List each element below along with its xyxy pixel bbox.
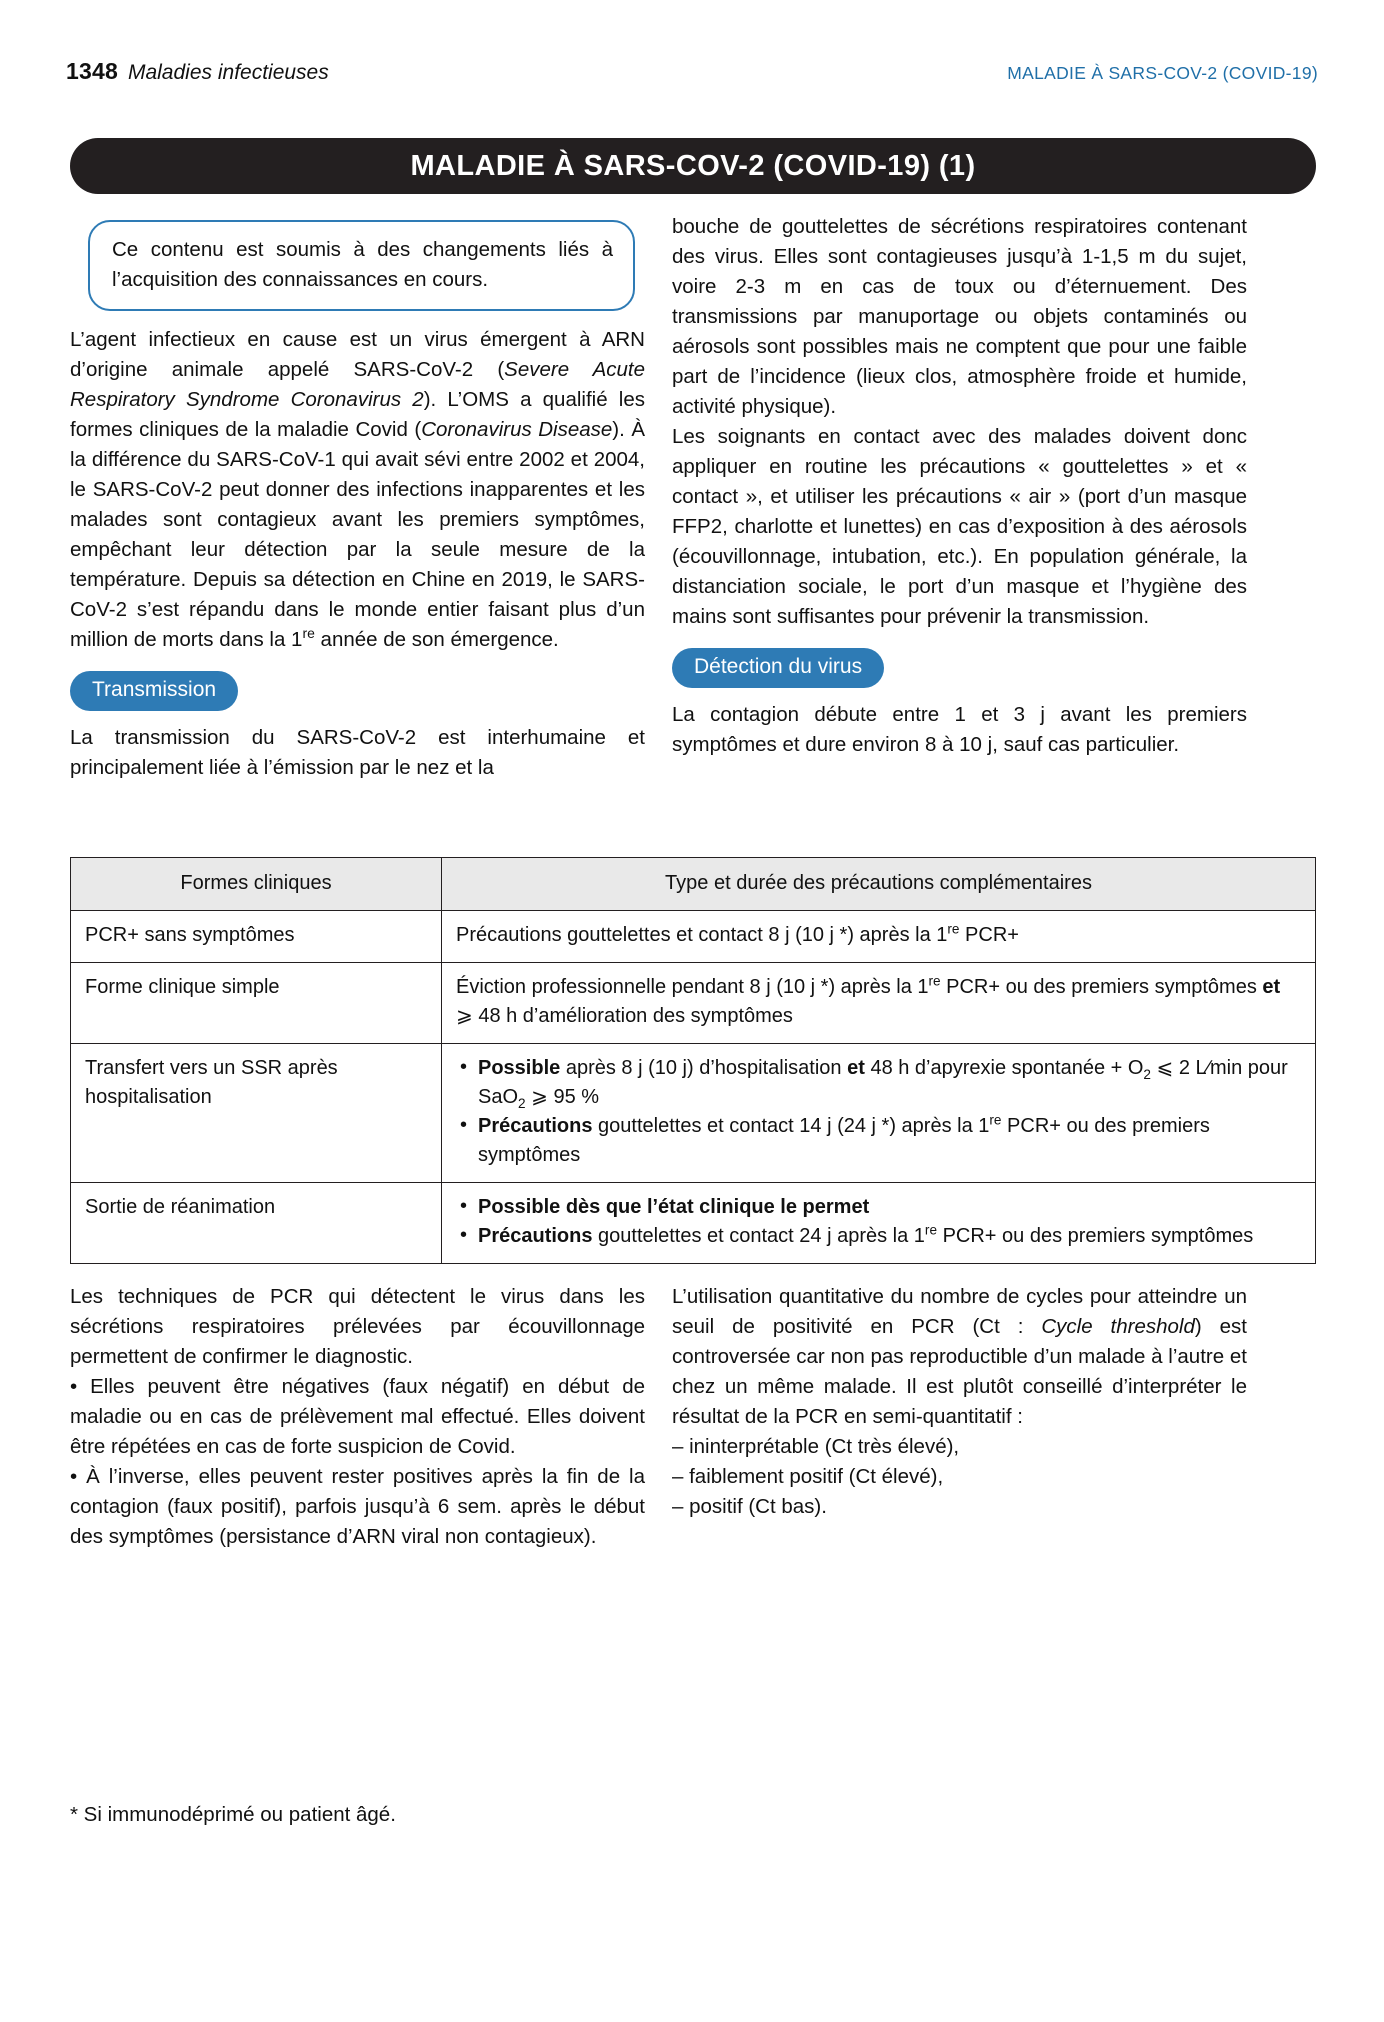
table-row: [71, 963, 1316, 1044]
right-column: [672, 212, 1247, 760]
table-row: [71, 1183, 1316, 1264]
table-header-precautions: Type et durée des précautions complémentaires: [442, 858, 1316, 911]
cell-clinical-form: PCR+ sans symptômes: [71, 911, 442, 963]
section-heading-detection: Détection du virus: [672, 648, 884, 688]
ct-interpretation-item: – ininterprétable (Ct très élevé),: [672, 1435, 960, 1458]
transmission-continued-paragraph: bouche de gouttelettes de sécrétions respiratoires contenant des virus. Elles sont contagieuses jusqu’à 1-1,5 m du sujet, voire 2-3 m en cas de toux ou d’éternuement. Des transmissions par manuportage ou objets contaminés ou aérosols sont possibles mais ne comptent que pour une faible part de l’incidence (lieux clos, atmosphère froide et humide, activité physique).: [672, 215, 1247, 418]
intro-text-a: L’agent infectieux en cause est un virus émergent à ARN d’origine animale appelé SARS-CoV-2 (: [70, 328, 645, 381]
cell-precautions: Précautions gouttelettes et contact 8 j (10 j *) après la 1re PCR+: [442, 911, 1316, 963]
pcr-false-positive-paragraph: • À l’inverse, elles peuvent rester positives après la fin de la contagion (faux positif), parfois jusqu’à 6 sem. après le début des symptômes (persistance d’ARN viral non contagieux).: [70, 1465, 646, 1548]
precaution-bullet: • Précautions gouttelettes et contact 14 j (24 j *) après la 1re PCR+ ou des premiers symptômes: [456, 1112, 1301, 1170]
caregivers-paragraph: Les soignants en contact avec des malades doivent donc appliquer en routine les précautions « gouttelettes » et « contact », et utiliser les précautions « air » (port d’un masque FFP2, charlotte et lunettes) en cas d’exposition à des aérosols (écouvillonnage, intubation, etc.). En population générale, la distanciation sociale, le port d’un masque et l’hygiène des mains sont suffisantes pour prévenir la transmission.: [672, 425, 1247, 628]
intro-superscript: re: [302, 625, 315, 642]
pcr-false-negative-paragraph: • Elles peuvent être négatives (faux négatif) en début de maladie ou en cas de prélèvement mal effectué. Elles doivent être répétées en cas de forte suspicion de Covid.: [70, 1375, 645, 1458]
section-heading-transmission: Transmission: [70, 671, 238, 711]
notice-callout-text: Ce contenu est soumis à des changements liés à l’acquisition des connaissances en cours.: [112, 238, 613, 291]
precautions-table: [70, 857, 1316, 1264]
ct-italic-term: Cycle threshold: [1041, 1315, 1195, 1338]
ct-text-a: L’utilisation quantitative du nombre de cycles pour atteindre un seuil de positivité en PCR (Ct :: [672, 1285, 1247, 1338]
precaution-bullet-list: [456, 1054, 1301, 1170]
table-row: [71, 1044, 1316, 1183]
pcr-false-positive-text: À l’inverse, elles peuvent rester positives après la fin de la contagion (faux positif), parfois jusqu’à 6 sem. après le début des symptômes (persistance d’ARN viral non contagieux).: [70, 1465, 646, 1548]
running-head-section: Maladies infectieuses: [127, 61, 329, 84]
cell-precautions: [442, 1044, 1316, 1183]
table-header-clinical-forms: Formes cliniques: [71, 858, 442, 911]
cell-clinical-form: Forme clinique simple: [71, 963, 442, 1044]
ct-paragraph: [672, 1282, 1247, 1432]
cell-precautions: Éviction professionnelle pendant 8 j (10 j *) après la 1re PCR+ ou des premiers symptômes et ⩾ 48 h d’amélioration des symptômes: [442, 963, 1316, 1044]
footnote: * Si immunodéprimé ou patient âgé.: [70, 1803, 396, 1826]
table-head: [71, 858, 1316, 911]
cell-clinical-form: Transfert vers un SSR après hospitalisation: [71, 1044, 442, 1183]
table-body: [71, 911, 1316, 1264]
transmission-paragraph: La transmission du SARS-CoV-2 est interhumaine et principalement liée à l’émission par le nez et la: [70, 726, 645, 779]
lower-right-column: [672, 1282, 1247, 1522]
running-head-title: MALADIE À SARS-COV-2 (COVID-19): [1007, 63, 1318, 83]
running-head: [66, 58, 1318, 85]
intro-text-d: année de son émergence.: [314, 628, 559, 651]
lower-left-column: [70, 1282, 645, 1552]
cell-clinical-form: Sortie de réanimation: [71, 1183, 442, 1264]
intro-paragraph: [70, 325, 645, 655]
intro-text-c: ). À la différence du SARS-CoV-1 qui avait sévi entre 2002 et 2004, le SARS-CoV-2 peut donner des infections inapparentes et les malades sont contagieux avant les premiers symptômes, empêchant leur détection par la seule mesure de la température. Depuis sa détection en Chine en 2019, le SARS-CoV-2 s’est répandu dans le monde entier faisant plus d’un million de morts dans la 1: [70, 418, 645, 651]
detection-paragraph: La contagion débute entre 1 et 3 j avant les premiers symptômes et dure environ 8 à 10 j, sauf cas particulier.: [672, 703, 1247, 756]
table-header-row: [71, 858, 1316, 911]
notice-callout: [88, 220, 635, 311]
page-title: MALADIE À SARS-COV-2 (COVID-19) (1): [410, 149, 976, 182]
pcr-technique-paragraph: Les techniques de PCR qui détectent le virus dans les sécrétions respiratoires prélevées par écouvillonnage permettent de confirmer le diagnostic.: [70, 1285, 645, 1368]
precaution-bullet: • Précautions gouttelettes et contact 24 j après la 1re PCR+ ou des premiers symptômes: [456, 1222, 1301, 1251]
left-column: [70, 212, 645, 783]
intro-italic-disease-name: Coronavirus Disease: [421, 418, 613, 441]
page-title-banner: [70, 138, 1316, 194]
page-number: 1348: [66, 58, 118, 84]
cell-precautions: [442, 1183, 1316, 1264]
intro-text-b: ). L’OMS a qualifié les formes cliniques de la maladie Covid (: [70, 388, 645, 441]
ct-interpretation-item: – positif (Ct bas).: [672, 1495, 827, 1518]
precaution-bullet-list: [456, 1193, 1301, 1251]
running-head-left: [66, 58, 329, 85]
ct-interpretation-item: – faiblement positif (Ct élevé),: [672, 1465, 944, 1488]
pcr-false-negative-text: Elles peuvent être négatives (faux négatif) en début de maladie ou en cas de prélèvement mal effectué. Elles doivent être répétées en cas de forte suspicion de Covid.: [70, 1375, 645, 1458]
precaution-bullet: • Possible dès que l’état clinique le permet: [456, 1193, 1301, 1222]
ct-text-b: ) est controversée car non pas reproductible d’un malade à l’autre et chez un même malade. Il est plutôt conseillé d’interpréter le résultat de la PCR en semi-quantitatif :: [672, 1315, 1247, 1428]
intro-italic-virus-name: Severe Acute Respiratory Syndrome Coronavirus 2: [70, 358, 645, 411]
precaution-bullet: • Possible après 8 j (10 j) d’hospitalisation et 48 h d’apyrexie spontanée + $O_2$ ⩽ 2 L∕min pour SaO$_2$ ⩾ 95 %: [456, 1054, 1301, 1112]
table-row: [71, 911, 1316, 963]
